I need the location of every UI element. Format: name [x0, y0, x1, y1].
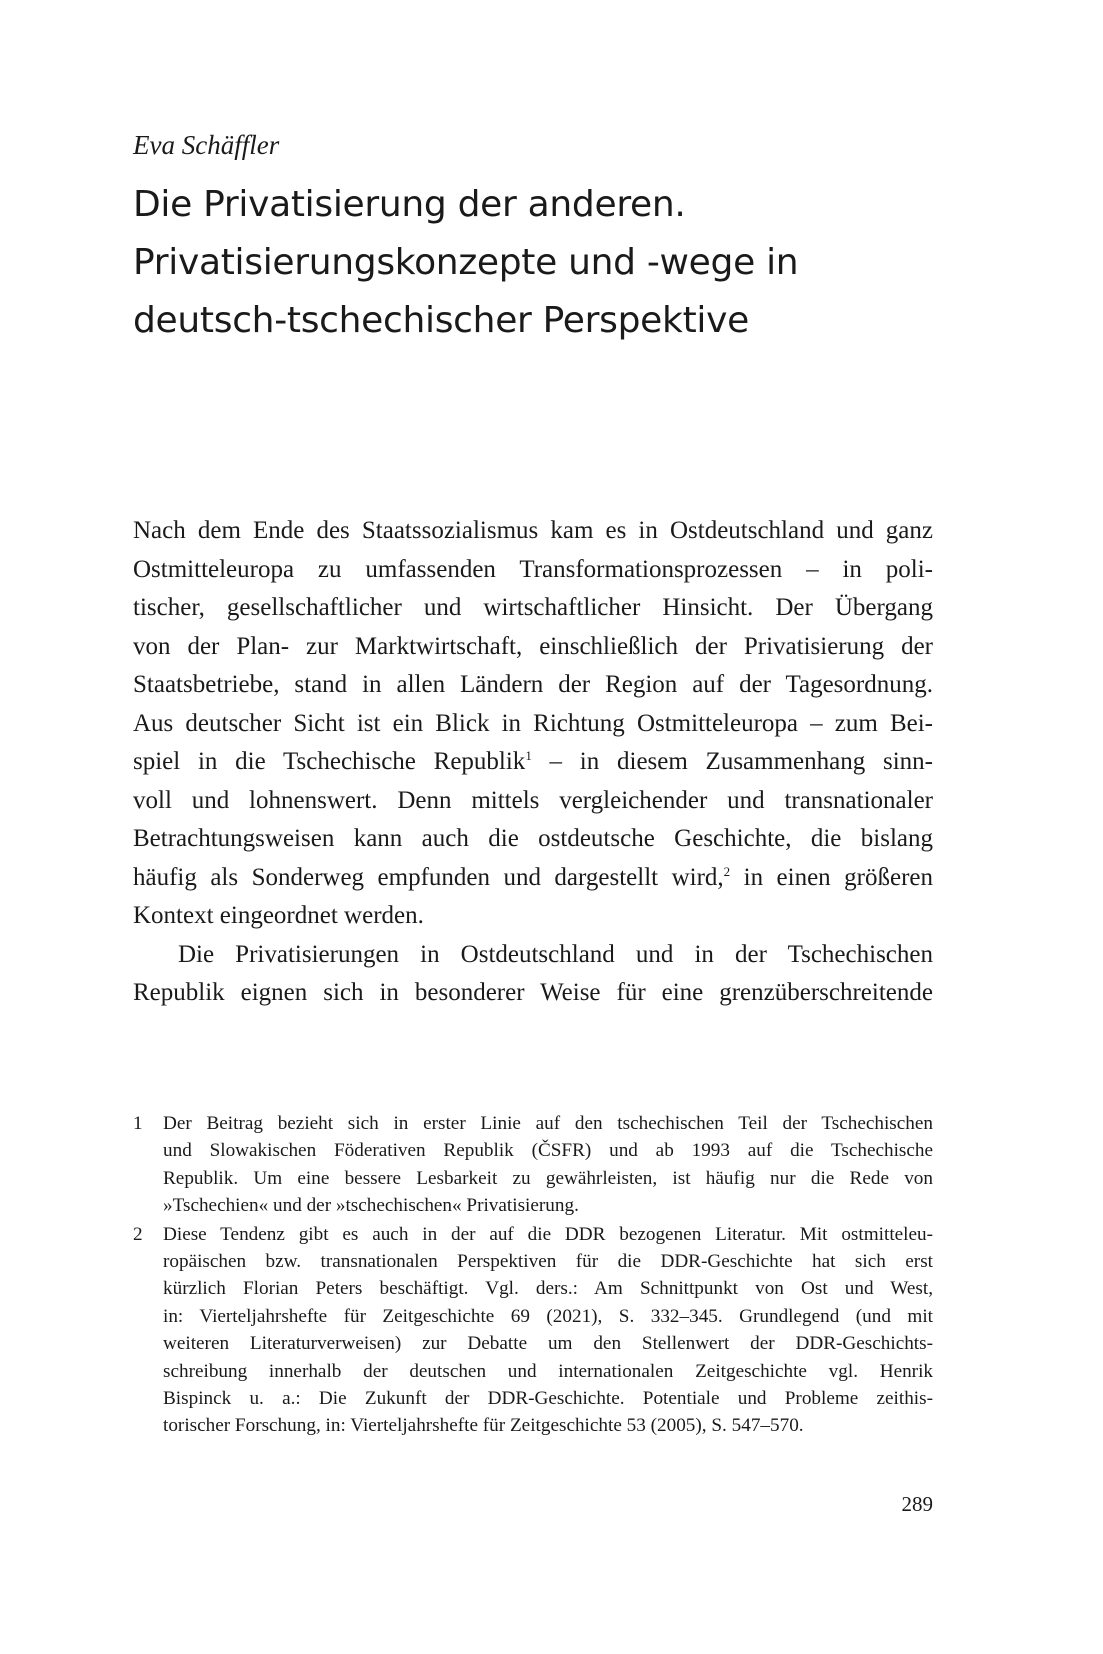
text-line: voll und lohnenswert. Denn mittels vergleichender und transnationaler [133, 786, 933, 814]
footnote-ref-1[interactable]: 1 [525, 748, 532, 763]
text-line: Kontext eingeordnet werden. [133, 902, 424, 929]
page-number: 289 [901, 1492, 933, 1516]
text-line [133, 743, 933, 782]
footnote-line: ropäischen bzw. transnationalen Perspektiven für die DDR-Geschichte hat sich erst [163, 1251, 933, 1273]
body-text [133, 512, 933, 1013]
text-segment: häufig als Sonderweg empfunden und dargestellt wird, [133, 863, 724, 891]
text-line: Ostmitteleuropa zu umfassenden Transformationsprozessen – in poli- [133, 555, 933, 583]
footnote-line: Republik. Um eine bessere Lesbarkeit zu gewährleisten, ist häufig nur die Rede von [163, 1167, 933, 1189]
text-segment: – in diesem Zusammenhang sinn- [531, 748, 933, 775]
footnote-line: weiteren Literaturverweisen) zur Debatte um den Stellenwert der DDR-Geschichts- [163, 1333, 933, 1355]
author-name: Eva Schäffler [133, 130, 280, 160]
chapter-title-line: Die Privatisierung der anderen. [133, 184, 686, 225]
text-line: Staatsbetriebe, stand in allen Ländern der Region auf der Tagesordnung. [133, 671, 933, 698]
text-line: von der Plan- zur Marktwirtschaft, einschließlich der Privatisierung der [133, 632, 933, 660]
footnote-ref-2[interactable]: 2 [723, 863, 731, 879]
paragraph [133, 936, 933, 1013]
text-segment: in einen größeren [730, 863, 933, 891]
footnote-number: 2 [133, 1223, 143, 1245]
chapter-title [133, 176, 953, 350]
paragraph [133, 512, 933, 936]
text-line: tischer, gesellschaftlicher und wirtschaftlicher Hinsicht. Der Übergang [133, 594, 933, 621]
footnote-line: schreibung innerhalb der deutschen und internationalen Zeitgeschichte vgl. Henrik [163, 1360, 933, 1382]
text-line: Betrachtungsweisen kann auch die ostdeutsche Geschichte, die bislang [133, 825, 933, 852]
footnote-line: »Tschechien« und der »tschechischen« Privatisierung. [163, 1195, 579, 1217]
footnote-1 [133, 1110, 933, 1220]
footnote-line: Der Beitrag bezieht sich in erster Linie auf den tschechischen Teil der Tschechischen [163, 1113, 933, 1134]
footnote-line: in: Vierteljahrshefte für Zeitgeschichte 69 (2021), S. 332–345. Grundlegend (und mit [163, 1305, 933, 1327]
text-line: Aus deutscher Sicht ist ein Blick in Richtung Ostmitteleuropa – zum Bei- [133, 709, 933, 737]
footnote-line: Bispinck u. a.: Die Zukunft der DDR-Geschichte. Potentiale und Probleme zeithis- [163, 1388, 933, 1410]
footnote-line: torischer Forschung, in: Vierteljahrshefte für Zeitgeschichte 53 (2005), S. 547–570. [163, 1415, 804, 1437]
text-segment: spiel in die Tschechische Republik [133, 748, 526, 775]
footnotes [133, 1110, 933, 1441]
text-line: Republik eignen sich in besonderer Weise für eine grenzüberschreitende [133, 979, 933, 1006]
footnote-line: Diese Tendenz gibt es auch in der auf die DDR bezogenen Literatur. Mit ostmitteleu- [163, 1223, 933, 1245]
text-line: Nach dem Ende des Staatssozialismus kam es in Ostdeutschland und ganz [133, 517, 933, 544]
footnote-line: kürzlich Florian Peters beschäftigt. Vgl. ders.: Am Schnittpunkt von Ost und West, [163, 1278, 933, 1300]
footnote-line: und Slowakischen Föderativen Republik (ČSFR) und ab 1993 auf die Tschechische [163, 1140, 933, 1162]
chapter-title-line: deutsch-tschechischer Perspektive [133, 300, 749, 341]
text-line [133, 859, 933, 898]
text-line: Die Privatisierungen in Ostdeutschland und in der Tschechischen [178, 940, 933, 968]
footnote-2 [133, 1221, 933, 1440]
chapter-title-line: Privatisierungskonzepte und -wege in [133, 242, 799, 283]
footnote-number: 1 [133, 1113, 143, 1134]
